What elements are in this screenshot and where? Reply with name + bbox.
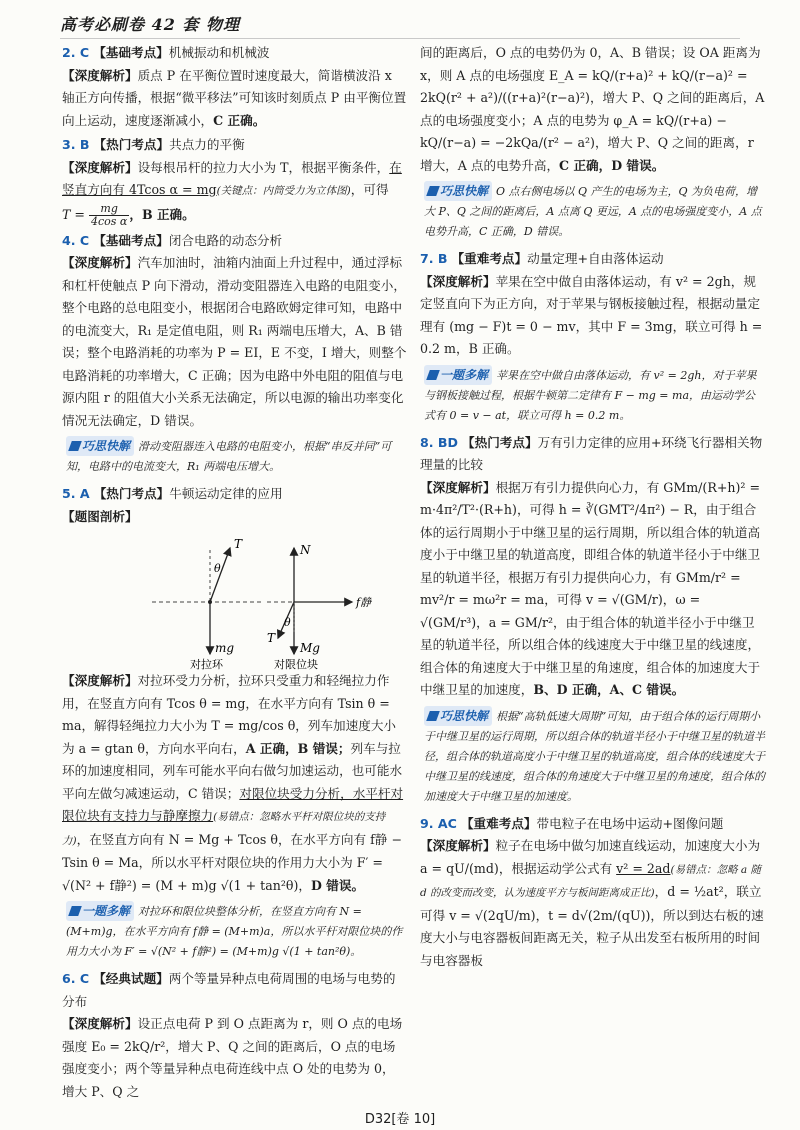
q7-header [420, 248, 765, 271]
q7-analysis [420, 271, 765, 361]
q5-text1: 对拉环受力分析，拉环只受重力和轻绳拉力作用，在竖直方向有 Tcos θ = mg，在水平方向有 Tsin θ = ma，解得轻绳拉力大小为 T = mg/cos θ，列车加速度大小为 a = gtan θ，方向水平向右， [62, 673, 397, 756]
label-f: f静 [356, 596, 372, 609]
q6-cont-text [420, 42, 765, 177]
book-title: 高考必刷卷 42 套 物理 [60, 15, 240, 34]
pencil-icon [426, 370, 440, 380]
q2-label: 【深度解析】 [62, 67, 138, 83]
q5-analysis [62, 670, 407, 897]
q7-text: 苹果在空中做自由落体运动，有 v² = 2gh，规定竖直向下为正方向，对于苹果与钢板接触过程，根据动量定理有 (mg − F)t = 0 − mv，其中 F = 3mg，联立可得 h = 0.2 m，B 正确。 [420, 273, 763, 356]
label-T: T [234, 537, 243, 551]
q4-number: 4. C [62, 232, 90, 248]
q6-tip [420, 181, 765, 242]
q9-tag: 【重难考点】 [460, 815, 537, 831]
q9-analysis [420, 835, 765, 972]
q5-underlined: 对限位块受力分析，水平杆对限位块有支持力与静摩擦力 [62, 785, 404, 823]
q9-text2: ，d = ½at²，联立可得 v = √(2qU/m)，t = d√(2m/(qU))，所以到达右板的速度大小与电容器板间距离无关，粒子从出发至右板所用的时间与电容器板 [420, 884, 764, 968]
q8-tag: 【热门考点】 [462, 434, 538, 450]
q6-label: 【深度解析】 [62, 1016, 138, 1031]
q9-note: (易错点：忽略 a 随 d 的改变而改变，认为速度平方与板间距离成正比) [420, 863, 762, 899]
q5-tip-label: 一题多解 [82, 904, 131, 918]
q3-text1: 设每根吊杆的拉力大小为 T，根据平衡条件， [137, 159, 390, 175]
answer-q8 [420, 432, 765, 807]
q7-tag: 【重难考点】 [451, 251, 528, 266]
label-T-2: T [267, 631, 276, 645]
q4-tip-badge [66, 436, 134, 456]
q3-equation [62, 203, 407, 228]
label-N: N [300, 543, 311, 557]
q4-tip-label: 巧思快解 [82, 439, 131, 453]
q2-number: 2. C [62, 45, 90, 60]
q5-answer1: A 正确，B 错误； [245, 740, 351, 756]
q9-label: 【深度解析】 [420, 838, 496, 853]
right-column [420, 42, 765, 974]
q6-tip-text: O 点右侧电场以 Q 产生的电场为主，Q 为负电荷，增大 P、Q 之间的距离后，A 点离 Q 更远，A 点的电场强度变小，A 点电势升高，C 正确，D 错误。 [424, 185, 762, 238]
q6-tip-label: 巧思快解 [440, 184, 489, 198]
q3-text3: ，可得 [350, 182, 389, 197]
q8-topic: 万有引力定律的应用+环绕飞行器相关物理量的比较 [420, 434, 763, 472]
q7-label: 【深度解析】 [420, 273, 496, 289]
q2-analysis [62, 65, 407, 133]
q5-note: (易错点：忽略水平杆对限位块的支持力) [62, 811, 386, 847]
q6-cont-text1: 间的距离后，O 点的电势仍为 0，A、B 错误；设 OA 距离为 x，则 A 点的电场强度 E_A = kQ/(r+a)² + kQ/(r−a)² = 2kQ(r² + a²)/((r+a)²(r−a)²)，增大 P、Q 之间的距离后，A 点的电场强度变小；A 点的电势为 φ_A = kQ/(r+a) − kQ/(r−a) = −2kQa/(r² − a²)，增大 P、Q 之间的距离，r 增大，A 点的电势升高， [420, 45, 765, 173]
q9-header [420, 813, 765, 836]
q9-text1: 粒子在电场中做匀加速直线运动，加速度大小为 a = qU/(md)，根据运动学公式有 [420, 838, 761, 876]
q7-tip-text: 苹果在空中做自由落体运动，有 v² = 2gh，对于苹果与钢板接触过程，根据牛顿第二定律有 F − mg = ma，由运动学公式有 0 = v − at，联立可得 h = 0.2 m。 [424, 368, 757, 422]
q6-answer: C 正确，D 错误。 [559, 157, 665, 173]
label-Mg: Mg [300, 641, 320, 655]
q3-frac-den: 4cos α [90, 214, 128, 228]
pencil-icon [426, 711, 440, 721]
q3-tag: 【热门考点】 [93, 137, 170, 152]
q7-topic: 动量定理+自由落体运动 [527, 251, 664, 266]
q3-eq-left: T = [62, 206, 85, 222]
pencil-icon [426, 186, 440, 196]
answer-q9 [420, 813, 765, 973]
q7-tip-label: 一题多解 [440, 367, 489, 382]
q8-label: 【深度解析】 [420, 479, 496, 495]
page-number: D32[卷 10] [364, 1112, 436, 1127]
answer-q2 [62, 42, 407, 132]
answer-q6-continued [420, 42, 765, 242]
answer-q3 [62, 134, 407, 228]
label-mg: mg [215, 641, 235, 655]
q2-header [62, 42, 407, 65]
answer-q7 [420, 248, 765, 426]
q8-tip [420, 706, 765, 807]
q8-header [420, 432, 765, 477]
q3-analysis [62, 157, 407, 203]
q6-tip-badge [424, 181, 492, 201]
q8-analysis [420, 477, 765, 702]
q5-answer2: D 错误。 [310, 877, 365, 893]
q5-tip-text: 对拉环和限位块整体分析，在竖直方向有 N = (M+m)g，在水平方向有 f静 = (M+m)a，所以水平杆对限位块的作用力大小为 F′ = √(N² + f静²) = (M+m)g √(1 + tan²θ)。 [66, 905, 403, 958]
q9-underlined: v² = 2ad [616, 860, 671, 876]
q3-header [62, 134, 407, 157]
q4-tag: 【基础考点】 [93, 232, 169, 248]
q5-header [62, 483, 407, 506]
q4-analysis [62, 252, 407, 432]
page-header [60, 12, 740, 39]
q2-topic: 机械振动和机械波 [168, 45, 270, 60]
q7-number: 7. B [420, 251, 448, 266]
q3-topic: 共点力的平衡 [169, 137, 245, 152]
q8-answer: B、D 正确，A、C 错误。 [533, 682, 685, 697]
left-column [62, 42, 407, 1105]
tension-arrow [210, 548, 230, 602]
q4-label: 【深度解析】 [62, 255, 138, 270]
q8-tip-label: 巧思快解 [440, 708, 489, 723]
q5-tip [62, 901, 407, 962]
q3-fraction [89, 203, 129, 228]
q9-number: 9. AC [420, 815, 457, 831]
q8-text: 根据万有引力提供向心力，有 GMm/(R+h)² = m·4π²/T²·(R+h)，可得 h = ∛(GMT²/4π²) − R，由于组合体的运行周期小于中继卫星的运行周期，所以组合体的轨道高度小于中继卫星的轨道高度，即组合体的轨道半径小于中继卫星的轨道半径，根据万有引力提供向心力，有 GMm/r² = mv²/r = mω²r = ma，可得 v = √(GM/r)，ω = √(GM/r³)，a = GM/r²，由于组合体的轨道半径小于中继卫星的轨道半径，所以组合体的线速度大于中继卫星的线速度，组合体的角速度大于中继卫星的角速度，组合体的加速度大于中继卫星的加速度， [420, 479, 761, 697]
force-diagram-svg [62, 530, 407, 670]
q6-topic: 两个等量异种点电荷周围的电场与电势的分布 [62, 971, 396, 1009]
answer-q4 [62, 230, 407, 478]
q3-answer: ，B 正确。 [129, 206, 195, 222]
q4-header [62, 230, 407, 253]
q5-figure-label: 【题图剖析】 [62, 508, 138, 524]
q3-label: 【深度解析】 [62, 159, 138, 175]
q9-topic: 带电粒子在电场中运动+图像问题 [536, 815, 724, 831]
q6-number: 6. C [62, 971, 90, 986]
q7-tip-badge [424, 365, 492, 385]
q7-tip [420, 365, 765, 426]
q6-analysis [62, 1013, 407, 1103]
q2-text: 质点 P 在平衡位置时速度最大，简谐横波沿 x 轴正方向传播，根据“微平移法”可知该时刻质点 P 由平衡位置向上运动，速度逐渐减小， [62, 67, 407, 128]
label-theta-2: θ [284, 616, 291, 629]
q4-text: 汽车加油时，油箱内油面上升过程中，通过浮标和杠杆使触点 P 向下滑动，滑动变阻器连入电路的电阻变小，整个电路的总电阻变小，根据闭合电路欧姆定律可知，电路中的电流变大，R₁ 是定值电阻，则 R₁ 两端电压增大，A、B 错误；整个电路消耗的功率为 P = EI，E 不变，I 增大，则整个电路消耗的功率增大，C 正确；因为电路中外电阻的阻值与电源内阻 r 的阻值大小关系无法确定，所以电源的输出功率变化情况无法确定，D 错误。 [62, 255, 407, 428]
q5-label: 【深度解析】 [62, 673, 138, 688]
q8-tip-text: 根据“高轨低速大周期”可知，由于组合体的运行周期小于中继卫星的运行周期，所以组合体的轨道半径小于中继卫星的轨道半径，组合体的轨道高度小于中继卫星的轨道高度，组合体的线速度大于中继卫星的线速度，组合体的角速度大于中继卫星的角速度，组合体的加速度大于中继卫星的加速度。 [424, 709, 765, 803]
q5-tag: 【热门考点】 [93, 486, 170, 501]
pencil-icon [68, 906, 82, 916]
ring-point [208, 600, 212, 604]
q5-topic: 牛顿运动定律的应用 [169, 486, 283, 501]
q8-tip-badge [424, 706, 492, 726]
q5-tip-badge [66, 901, 134, 921]
caption-block: 对限位块 [274, 658, 318, 670]
q6-header [62, 968, 407, 1013]
answer-q6 [62, 968, 407, 1103]
q6-tag: 【经典试题】 [93, 971, 169, 986]
q5-number: 5. A [62, 486, 90, 501]
label-theta: θ [214, 562, 221, 575]
q4-tip [62, 436, 407, 477]
q6-text: 设正点电荷 P 到 O 点距离为 r，则 O 点的电场强度 E₀ = 2kQ/r²，增大 P、Q 之间的距离后，O 点的电场强度变小；两个等量异种点电荷连线中点 O 处的电势为 0，增大 P、Q 之 [62, 1016, 403, 1099]
q4-topic: 闭合电路的动态分析 [168, 232, 283, 248]
q8-number: 8. BD [420, 434, 458, 450]
caption-ring: 对拉环 [190, 658, 223, 670]
q3-underlined: 在竖直方向有 4Tcos α = mg [62, 159, 402, 197]
answer-q5 [62, 483, 407, 962]
q5-text2: 列车与拉环的加速度相同，列车可能水平向右做匀加速运动，也可能水平向左做匀减速运动，C 错误； [62, 740, 403, 801]
q5-text4: ，在竖直方向有 N = Mg + Tcos θ，在水平方向有 f静 − Tsin θ = Ma，所以水平杆对限位块的作用力大小为 F′ = √(N² + f静²) = (M + m)g √(1 + tan²θ)， [62, 831, 402, 893]
q2-answer: C 正确。 [213, 112, 266, 128]
q3-number: 3. B [62, 137, 90, 152]
q5-force-diagram [62, 530, 407, 670]
pencil-icon [68, 441, 82, 451]
q3-frac-num: mg [89, 203, 129, 216]
q3-note: (关键点：内筒受力为立体图) [216, 185, 351, 197]
q2-tag: 【基础考点】 [93, 45, 169, 60]
q4-tip-text: 滑动变阻器连入电路的电阻变小，根据“串反并同”可知，电路中的电流变大，R₁ 两端电压增大。 [66, 440, 392, 473]
